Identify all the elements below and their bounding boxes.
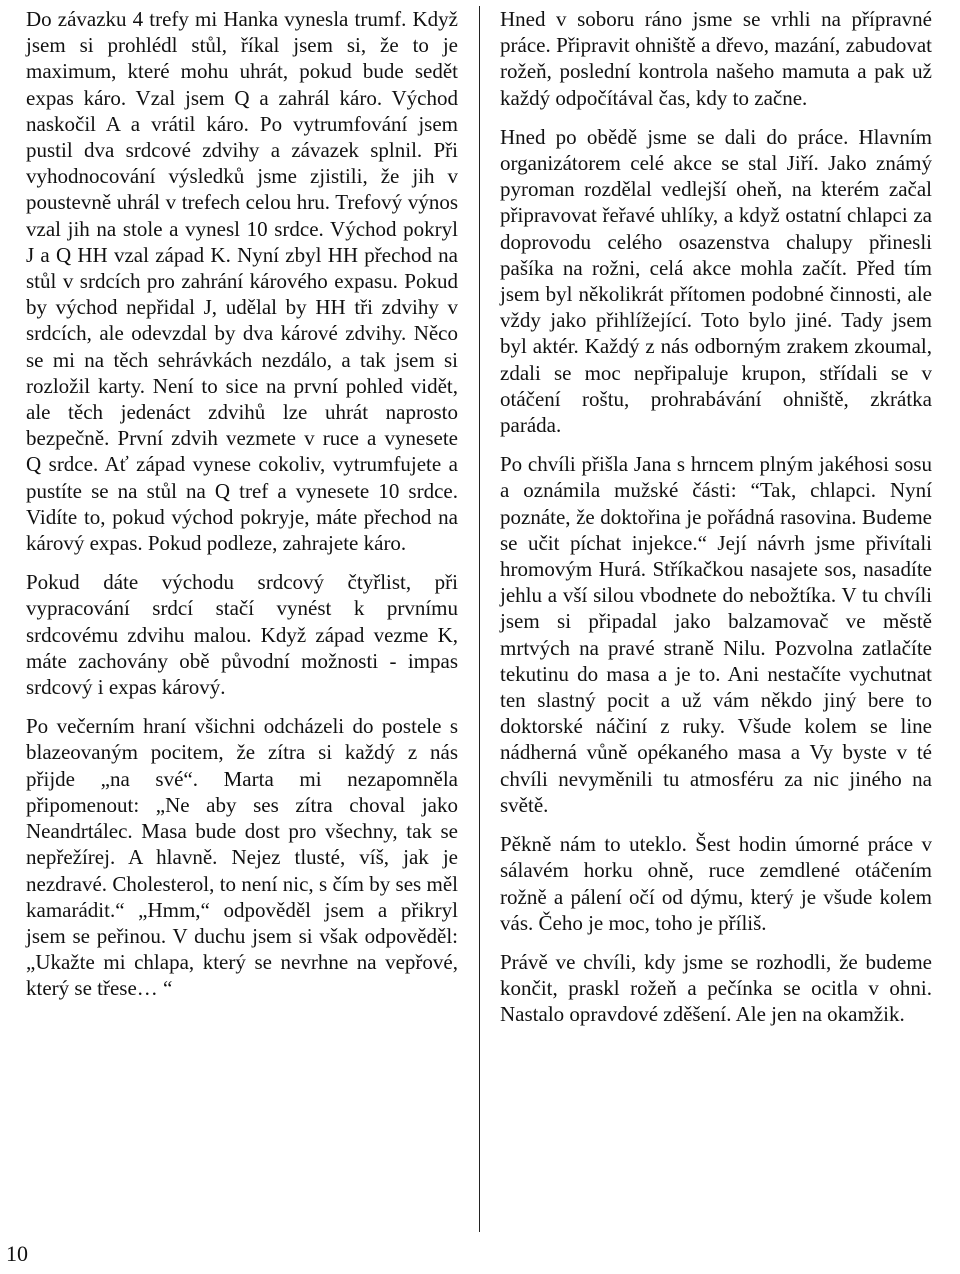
right-paragraph-4: Pěkně nám to uteklo. Šest hodin úmorné práce v sálavém horku ohně, ruce zemdlené otáčením rožně a pálení očí od dýmu, který je všude kolem vás. Čeho je moc, toho je příliš. xyxy=(500,832,932,935)
left-paragraph-3: Po večerním hraní všichni odcházeli do postele s blazeovaným pocitem, že zítra si každý z nás přijde „na své“. Marta mi nezapomněla připomenout: „Ne aby ses zítra choval jako Neandrtálec. Masa bude dost pro všechny, tak se nepřežírej. A hlavně. Nejez tlusté, víš, jak je nezdravé. Cholesterol, to není nic, s čím by ses měl kamarádit.“ „Hmm,“ odpověděl jsem a přikryl jsem se peřinou. V duchu jsem si však odpověděl: „Ukažte mi chlapa, který se nevrhne na vepřové, který se třese… “ xyxy=(26,714,458,1001)
left-paragraph-2: Pokud dáte východu srdcový čtyřlist, při vypracování srdcí stačí vynést k prvnímu srdcovému zdvihu malou. Když západ vezme K, máte zachovány obě původní možnosti - impas srdcový i expas kárový. xyxy=(26,570,458,700)
right-paragraph-5: Právě ve chvíli, kdy jsme se rozhodli, že budeme končit, praskl rožeň a pečínka se ocitla v ohni. Nastalo opravdové zděšení. Ale jen na okamžik. xyxy=(500,949,932,1027)
right-paragraph-1: Hned v soboru ráno jsme se vrhli na přípravné práce. Připravit ohniště a dřevo, mazání, zabudovat rožeň, poslední kontrola našeho mamuta a pak už každý odpočítával čas, kdy to začne. xyxy=(500,7,932,110)
right-paragraph-2: Hned po obědě jsme se dali do práce. Hlavním organizátorem celé akce se stal Jiří. Jako známý pyroman rozdělal vedlejší oheň, na kterém začal připravovat řeřavé uhlíky, a když ostatní chlapci za doprovodu celého osazenstva chalupy přinesli pašíka na rožni, celá akce mohla začít. Před tím jsem byl několikrát přítomen podobné činnosti, ale vždy jako přihlížející. Toto bylo jiné. Tady jsem byl aktér. Každý z nás odborným zrakem zkoumal, zdali se moc nepřipaluje krupon, střídali se v otáčení roštu, prohrabávání ohniště, zkrátka paráda. xyxy=(500,124,932,438)
page-number: 10 xyxy=(6,1241,28,1266)
right-column xyxy=(500,6,932,1041)
left-paragraph-1: Do závazku 4 trefy mi Hanka vynesla trumf. Když jsem si prohlédl stůl, říkal jsem si, že to je maximum, které mohu uhrát, pokud bude sedět expas káro. Vzal jsem Q a zahrál káro. Východ naskočil A a vrátil káro. Po vytrumfování jsem pustil dva srdcové zdvihy a závazek splnil. Při vyhodnocování výsledků jsme zjistili, že jih v poustevně uhrál v trefech celou hru. Trefový výnos vzal jih na stole a vynesl 10 srdce. Východ pokryl J a Q HH vzal západ K. Nyní zbyl HH přechod na stůl v srdcích pro zahrání kárového expasu. Pokud by východ nepřidal J, udělal by HH tři zdvihy v srdcích, ale odevzdal by dva kárové zdvihy. Něco se mi na těch sehrávkách nezdálo, a tak jsem si rozložil karty. Není to sice na první pohled vidět, ale těch jedenáct zdvihů lze uhrát naprosto bezpečně. První zdvih vezmete v ruce a vynesete Q srdce. Ať západ vynese cokoliv, vytrumfujete a pustíte se na stůl na Q tref a vynesete 10 srdce. Vidíte to, pokud východ pokryje, máte přechod na kárový expas. Pokud podleze, zahrajete káro. xyxy=(26,7,458,556)
right-paragraph-3: Po chvíli přišla Jana s hrncem plným jakéhosi sosu a oznámila mužské části: “Tak, chlapci. Nyní poznáte, že doktořina je pořádná rasovina. Budeme se učit píchat injekce.“ Její návrh jsme přivítali hromovým Hurá. Stříkačkou nasajete sos, nasadíte jehlu a vší silou vbodnete do nebožtíka. V tu chvíli jsem si připadal jako balzamovač ve městě mrtvých na pravé straně Nilu. Pozvolna zatlačíte tekutinu do masa a je to. Ani nestačíte vychutnat ten slastný pocit a už vám někdo jiný bere to doktorské náčiní z ruky. Všude kolem se line nádherná vůně opékaného masa a Vy byste v té chvíli nevyměnili tu atmosféru za nic jiného na světě. xyxy=(500,452,932,817)
column-divider xyxy=(479,6,480,1232)
left-column xyxy=(26,6,458,1015)
